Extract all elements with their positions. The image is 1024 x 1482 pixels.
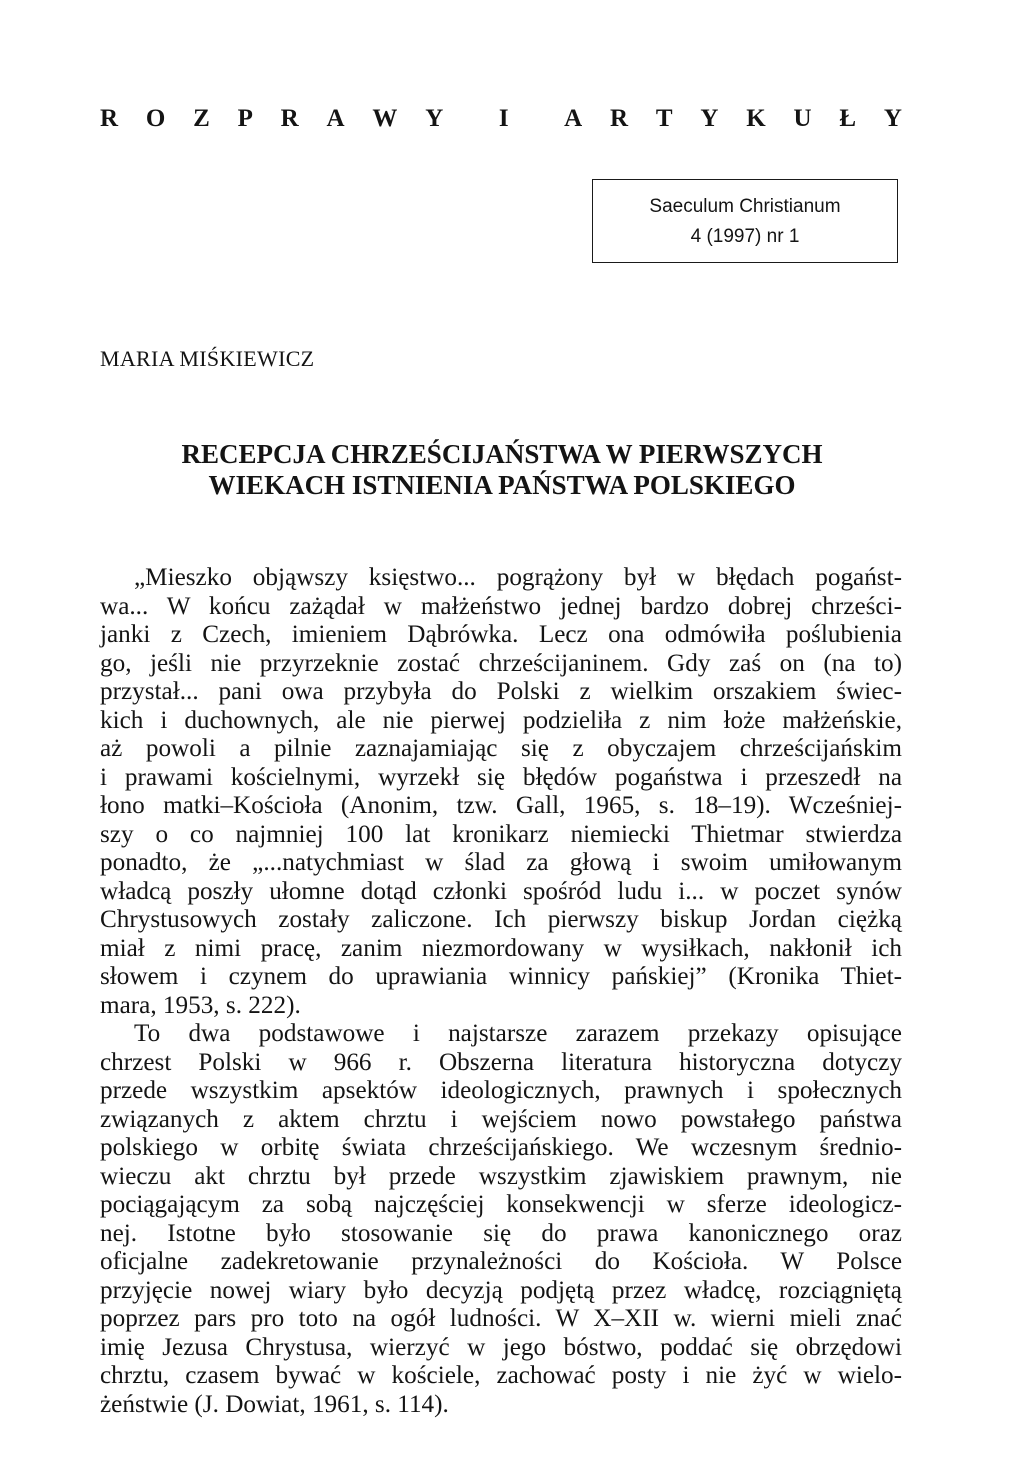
header-letter: R — [610, 105, 629, 132]
body-line: ponadto, że „...natychmiast w ślad za głową i swoim umiłowanym — [100, 849, 902, 876]
body-line: wieczu akt chrztu był przede wszystkim zjawiskiem prawnym, nie — [100, 1162, 902, 1190]
article-title — [100, 439, 904, 501]
header-letter: P — [237, 105, 253, 132]
body-line: nej. Istotne było stosowanie się do prawa kanonicznego oraz — [100, 1219, 902, 1247]
section-header — [100, 104, 902, 134]
body-line: miał z nimi pracę, zanim niezmordowany w wysiłkach, nakłonił ich — [100, 934, 902, 962]
header-letter: K — [746, 105, 766, 132]
body-line: władcą poszły ułomne dotąd członki spośród ludu i... w poczet synów — [100, 877, 902, 905]
body-line: chrztu, czasem bywać w kościele, zachować posty i nie żyć w wielo- — [100, 1362, 902, 1389]
header-letter: A — [326, 105, 345, 132]
body-line: go, jeśli nie przyrzeknie zostać chrześcijaninem. Gdy zaś on (na to) — [100, 649, 902, 677]
body-line: słowem i czynem do uprawiania winnicy pańskiej” (Kronika Thiet- — [100, 963, 902, 990]
journal-name: Saeculum Christianum — [649, 196, 841, 217]
body-line: przystał... pani owa przybyła do Polski z wielkim orszakiem świec- — [100, 678, 902, 705]
body-line: przede wszystkim apsektów ideologicznych, prawnych i społecznych — [100, 1077, 902, 1104]
body-line: przyjęcie nowej wiary było decyzją podjętą przez władcę, rozciągniętą — [100, 1276, 902, 1304]
title-line: RECEPCJA CHRZEŚCIJAŃSTWA W PIERWSZYCH — [181, 439, 823, 469]
header-letter: Y — [425, 105, 444, 132]
header-letter: R — [280, 105, 299, 132]
body-line: mara, 1953, s. 222). — [100, 991, 301, 1019]
body-line: pociągającym za sobą najczęściej konsekwencji w sferze ideologicz- — [100, 1191, 902, 1218]
header-letter: Ł — [839, 105, 857, 132]
header-letter: A — [564, 105, 583, 132]
body-line: Chrystusowych zostały zaliczone. Ich pierwszy biskup Jordan ciężką — [100, 906, 902, 933]
header-letter: U — [793, 105, 812, 132]
body-line: poprzez pars pro toto na ogół ludności. W X–XII w. wierni mieli znać — [100, 1305, 902, 1332]
body-line: To dwa podstawowe i najstarsze zarazem przekazy opisujące — [134, 1020, 902, 1047]
body-line: łono matki–Kościoła (Anonim, tzw. Gall, 1965, s. 18–19). Wcześniej- — [100, 792, 902, 819]
body-line: chrzest Polski w 966 r. Obszerna literatura historyczna dotyczy — [100, 1048, 902, 1076]
header-letter: Y — [700, 105, 719, 132]
header-letter: Z — [193, 105, 210, 132]
body-line: imię Jezusa Chrystusa, wierzyć w jego bóstwo, poddać się obrzędowi — [100, 1333, 902, 1361]
body-line: związanych z aktem chrztu i wejściem nowo powstałego państwa — [100, 1105, 902, 1133]
body-line: oficjalne zadekretowanie przynależności do Kościoła. W Polsce — [100, 1248, 902, 1275]
header-letter: O — [145, 105, 166, 132]
header-letter: I — [498, 105, 509, 132]
body-line: wa... W końcu zażądał w małżeństwo jednej bardzo dobrej chrześci- — [100, 592, 902, 620]
journal-info-box — [592, 179, 898, 263]
journal-issue: 4 (1997) nr 1 — [690, 226, 800, 247]
body-line: szy o co najmniej 100 lat kronikarz niemiecki Thietmar stwierdza — [100, 820, 902, 848]
body-text — [100, 564, 902, 1419]
body-line: kich i duchownych, ale nie pierwej podzieliła z nim łoże małżeńskie, — [100, 706, 902, 734]
header-letter: Y — [883, 105, 902, 132]
title-line: WIEKACH ISTNIENIA PAŃSTWA POLSKIEGO — [208, 470, 796, 500]
author-name: MARIA MIŚKIEWICZ — [100, 346, 315, 371]
header-letter: R — [100, 105, 119, 132]
header-letter: W — [372, 105, 398, 132]
body-line: „Mieszko objąwszy księstwo... pogrążony był w błędach pogańst- — [134, 564, 902, 591]
body-line: janki z Czech, imieniem Dąbrówka. Lecz ona odmówiła poślubienia — [100, 621, 902, 648]
body-line: i prawami kościelnymi, wyrzekł się błędów pogaństwa i przeszedł na — [100, 763, 902, 791]
body-line: aż powoli a pilnie zaznajamiając się z obyczajem chrześcijańskim — [100, 735, 902, 762]
body-line: żeństwie (J. Dowiat, 1961, s. 114). — [100, 1390, 449, 1418]
header-letter: T — [655, 105, 673, 132]
body-line: polskiego w orbitę świata chrześcijańskiego. We wczesnym średnio- — [100, 1134, 902, 1161]
